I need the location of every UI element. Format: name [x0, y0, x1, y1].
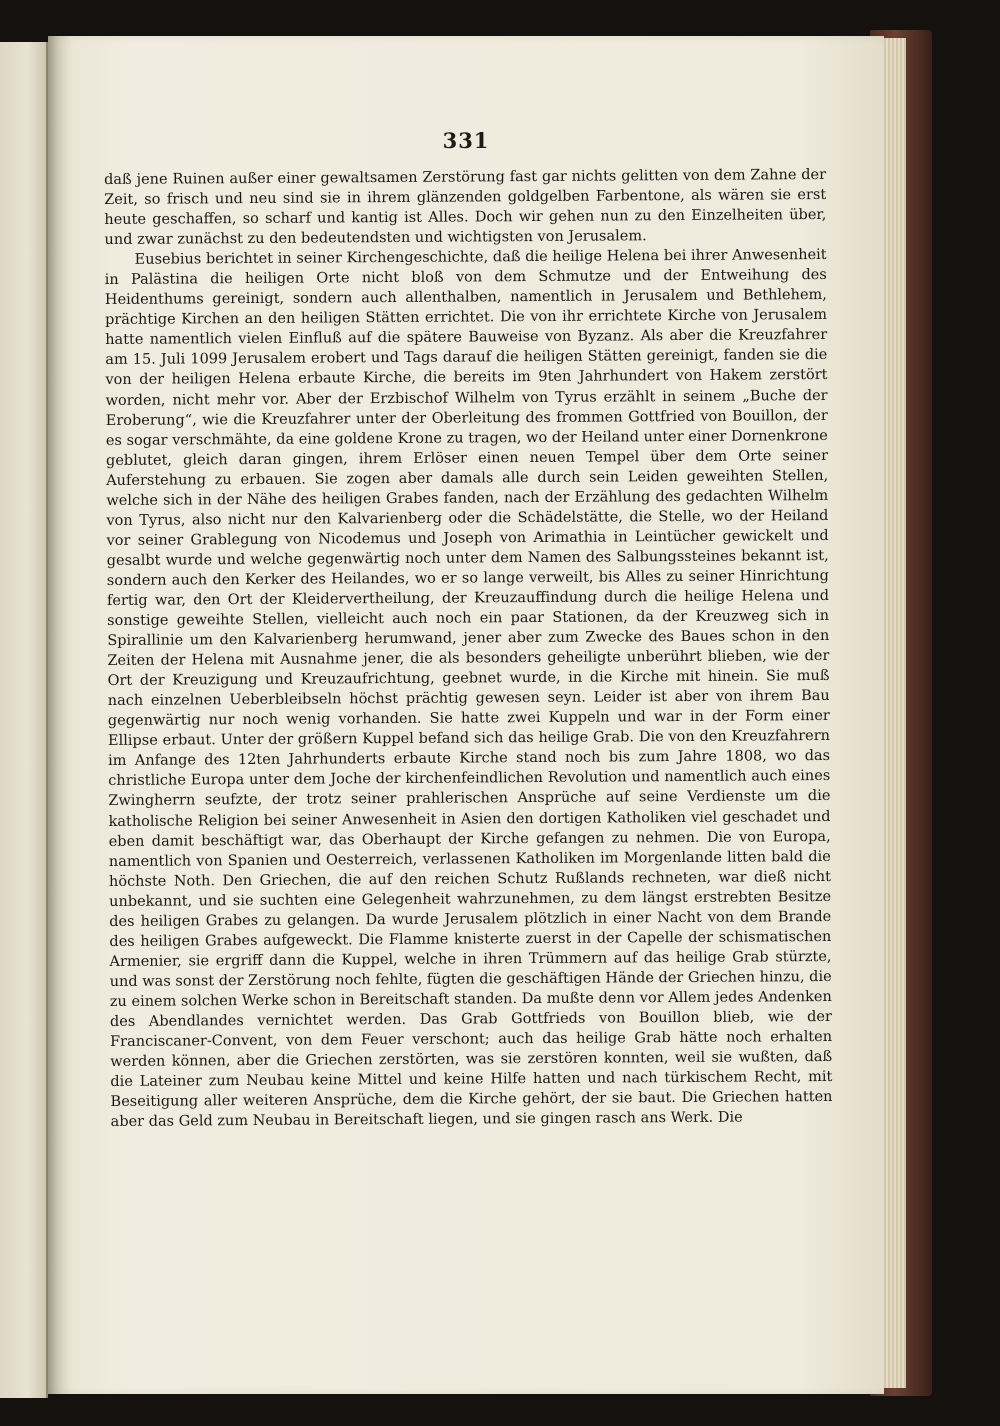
- page-number: 331: [442, 128, 490, 153]
- page-body-text: [104, 165, 833, 1132]
- book-page: [48, 36, 884, 1394]
- left-page-edge: [0, 42, 48, 1398]
- paragraph-2: Eusebius berichtet in seiner Kirchengeschichte, daß die heilige Helena bei ihrer Anwesenheit in Palästina die heiligen Orte nicht bloß von dem Schmutze und der Entweihung des Heidenthums gereinigt, sondern auch allenthalben, namentlich in Jerusalem und Bethlehem, prächtige Kirchen an den heiligen Stätten errichtet. Die von ihr errichtete Kirche von Jerusalem hatte namentlich vielen Einfluß auf die spätere Bauweise von Byzanz. Als aber die Kreuzfahrer am 15. Juli 1099 Jerusalem erobert und Tags darauf die heiligen Stätten gereinigt, fanden sie die von der heiligen Helena erbaute Kirche, die bereits im 9ten Jahrhundert von Hakem zerstört worden, nicht mehr vor. Aber der Erzbischof Wilhelm von Tyrus erzählt in seinem „Buche der Eroberung“, wie die Kreuzfahrer unter der Oberleitung des frommen Gottfried von Bouillon, der es sogar verschmähte, da eine goldene Krone zu tragen, wo der Heiland unter einer Dornenkrone geblutet, gleich daran gingen, ihrem Erlöser einen neuen Tempel über dem Orte seiner Auferstehung zu erbauen. Sie zogen aber damals alle durch sein Leiden geweihten Stellen, welche sich in der Nähe des heiligen Grabes fanden, nach der Erzählung des gedachten Wilhelm von Tyrus, also nicht nur den Kalvarienberg oder die Schädelstätte, die Stelle, wo der Heiland vor seiner Grablegung von Nicodemus und Joseph von Arimathia in Leintücher gewickelt und gesalbt wurde und welche gegenwärtig noch unter dem Namen des Salbungssteines bekannt ist, sondern auch den Kerker des Heilandes, wo er so lange verweilt, bis Alles zu seiner Hinrichtung fertig war, den Ort der Kleidervertheilung, der Kreuzauffindung durch die heilige Helena und sonstige geweihte Stellen, vielleicht auch noch ein paar Stationen, da der Kreuzweg sich in Spirallinie um den Kalvarienberg herumwand, jener aber zum Zwecke des Baues schon in den Zeiten der Helena mit Ausnahme jener, die als besonders geheiligte unberührt blieben, wie der Ort der Kreuzigung und Kreuzaufrichtung, geebnet wurde, in die Kirche mit hinein. Sie muß nach einzelnen Ueberbleibseln höchst prächtig gewesen seyn. Leider ist aber von ihrem Bau gegenwärtig nur noch wenig vorhanden. Sie hatte zwei Kuppeln und war in der Form einer Ellipse erbaut. Unter der größern Kuppel befand sich das heilige Grab. Die von den Kreuzfahrern im Anfange des 12ten Jahrhunderts erbaute Kirche stand noch bis zum Jahre 1808, wo das christliche Europa unter dem Joche der kirchenfeindlichen Revolution und namentlich auch eines Zwingherrn seufzte, der trotz seiner prahlerischen Ansprüche auf seine Verdienste um die katholische Religion bei seiner Anwesenheit in Asien den dortigen Katholiken viel geschadet und eben damit beschäftigt war, das Oberhaupt der Kirche gefangen zu nehmen. Die von Europa, namentlich von Spanien und Oesterreich, verlassenen Katholiken im Morgenlande litten bald die höchste Noth. Den Griechen, die auf den reichen Schutz Rußlands rechneten, war dieß nicht unbekannt, und sie suchten eine Gelegenheit wahrzunehmen, zu dem längst erstrebten Besitze des heiligen Grabes zu gelangen. Da wurde Jerusalem plötzlich in einer Nacht von dem Brande des heiligen Grabes aufgeweckt. Die Flamme knisterte zuerst in der Capelle der schismatischen Armenier, sie ergriff dann die Kuppel, welche in ihren Trümmern auf das heilige Grab stürzte, und was sonst der Zerstörung noch fehlte, fügten die geschäftigen Hände der Griechen hinzu, die zu einem solchen Werke schon in Bereitschaft standen. Da mußte denn vor Allem jedes Andenken des Abendlandes vernichtet werden. Das Grab Gottfrieds von Bouillon blieb, wie der Franciscaner-Convent, von dem Feuer verschont; auch das heilige Grab hätte noch erhalten werden können, aber die Griechen zerstörten, was sie zerstören konnten, weil sie wußten, daß die Lateiner zum Neubau keine Mittel und keine Hilfe hatten und nach türkischem Recht, mit Beseitigung aller weiteren Ansprüche, dem die Kirche gehört, der sie baut. Die Griechen hatten aber das Geld zum Neubau in Bereitschaft liegen, und sie gingen rasch ans Werk. Die: [104, 247, 833, 1131]
- paragraph-1: daß jene Ruinen außer einer gewaltsamen Zerstörung fast gar nichts gelitten von dem Zahne der Zeit, so frisch und neu sind sie in ihrem glänzenden goldgelben Farbentone, als wären sie erst heute geschaffen, so scharf und kantig ist Alles. Doch wir gehen nun zu den Einzelheiten über, und zwar zunächst zu den bedeutendsten und wichtigsten von Jerusalem.: [104, 166, 827, 249]
